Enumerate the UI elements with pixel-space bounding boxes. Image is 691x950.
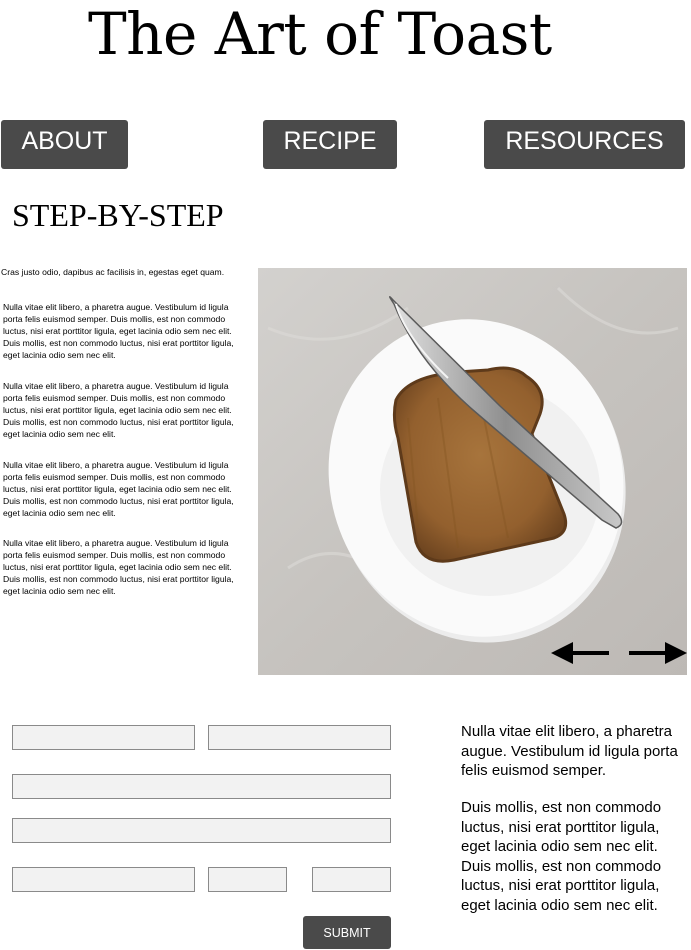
step-paragraph: Nulla vitae elit libero, a pharetra augue. Vestibulum id ligula porta felis euismod semper. Duis mollis, est non commodo luctus, nisi erat porttitor ligula, eget lacinia odio sem nec elit. Duis mollis, est non commodo luctus, nisi erat porttitor ligula, eget lacinia odio sem nec elit.	[3, 381, 234, 439]
form-field-second[interactable]	[208, 725, 391, 750]
form-field-wide[interactable]	[12, 818, 391, 843]
nav-about-button[interactable]: ABOUT	[1, 120, 128, 169]
intro-text: Cras justo odio, dapibus ac facilisis in, egestas eget quam.	[1, 267, 225, 277]
arrow-left-shape	[551, 637, 609, 669]
page-title: The Art of Toast	[88, 0, 552, 68]
section-heading: STEP-BY-STEP	[12, 197, 224, 233]
step-paragraph: Nulla vitae elit libero, a pharetra augue. Vestibulum id ligula porta felis euismod semper. Duis mollis, est non commodo luctus, nisi erat porttitor ligula, eget lacinia odio sem nec elit. Duis mollis, est non commodo luctus, nisi erat porttitor ligula, eget lacinia odio sem nec elit.	[3, 538, 234, 596]
arrow-right-shape	[629, 637, 687, 669]
toast-on-plate-image	[258, 268, 687, 675]
submit-button[interactable]: SUBMIT	[303, 916, 391, 949]
form-field-first[interactable]	[12, 725, 195, 750]
sidebar-paragraph: Duis mollis, est non commodo luctus, nisi erat porttitor ligula, eget lacinia odio sem nec elit. Duis mollis, est non commodo luctus, nisi erat porttitor ligula, eget lacinia odio sem nec elit.	[461, 799, 662, 914]
arrow-left-icon[interactable]	[551, 637, 609, 669]
sidebar-paragraph: Nulla vitae elit libero, a pharetra augue. Vestibulum id ligula porta felis euismod semper.	[461, 723, 678, 779]
form-field-wide[interactable]	[12, 774, 391, 799]
toast-photo	[258, 268, 687, 675]
step-paragraph: Nulla vitae elit libero, a pharetra augue. Vestibulum id ligula porta felis euismod semper. Duis mollis, est non commodo luctus, nisi erat porttitor ligula, eget lacinia odio sem nec elit. Duis mollis, est non commodo luctus, nisi erat porttitor ligula, eget lacinia odio sem nec elit.	[3, 460, 234, 518]
nav-recipe-button[interactable]: RECIPE	[263, 120, 397, 169]
form-field-zip[interactable]	[312, 867, 391, 892]
arrow-right-icon[interactable]	[629, 637, 687, 669]
form-field-city[interactable]	[12, 867, 195, 892]
nav-resources-button[interactable]: RESOURCES	[484, 120, 685, 169]
form-field-state[interactable]	[208, 867, 287, 892]
step-paragraph: Nulla vitae elit libero, a pharetra augue. Vestibulum id ligula porta felis euismod semper. Duis mollis, est non commodo luctus, nisi erat porttitor ligula, eget lacinia odio sem nec elit. Duis mollis, est non commodo luctus, nisi erat porttitor ligula, eget lacinia odio sem nec elit.	[3, 302, 234, 360]
